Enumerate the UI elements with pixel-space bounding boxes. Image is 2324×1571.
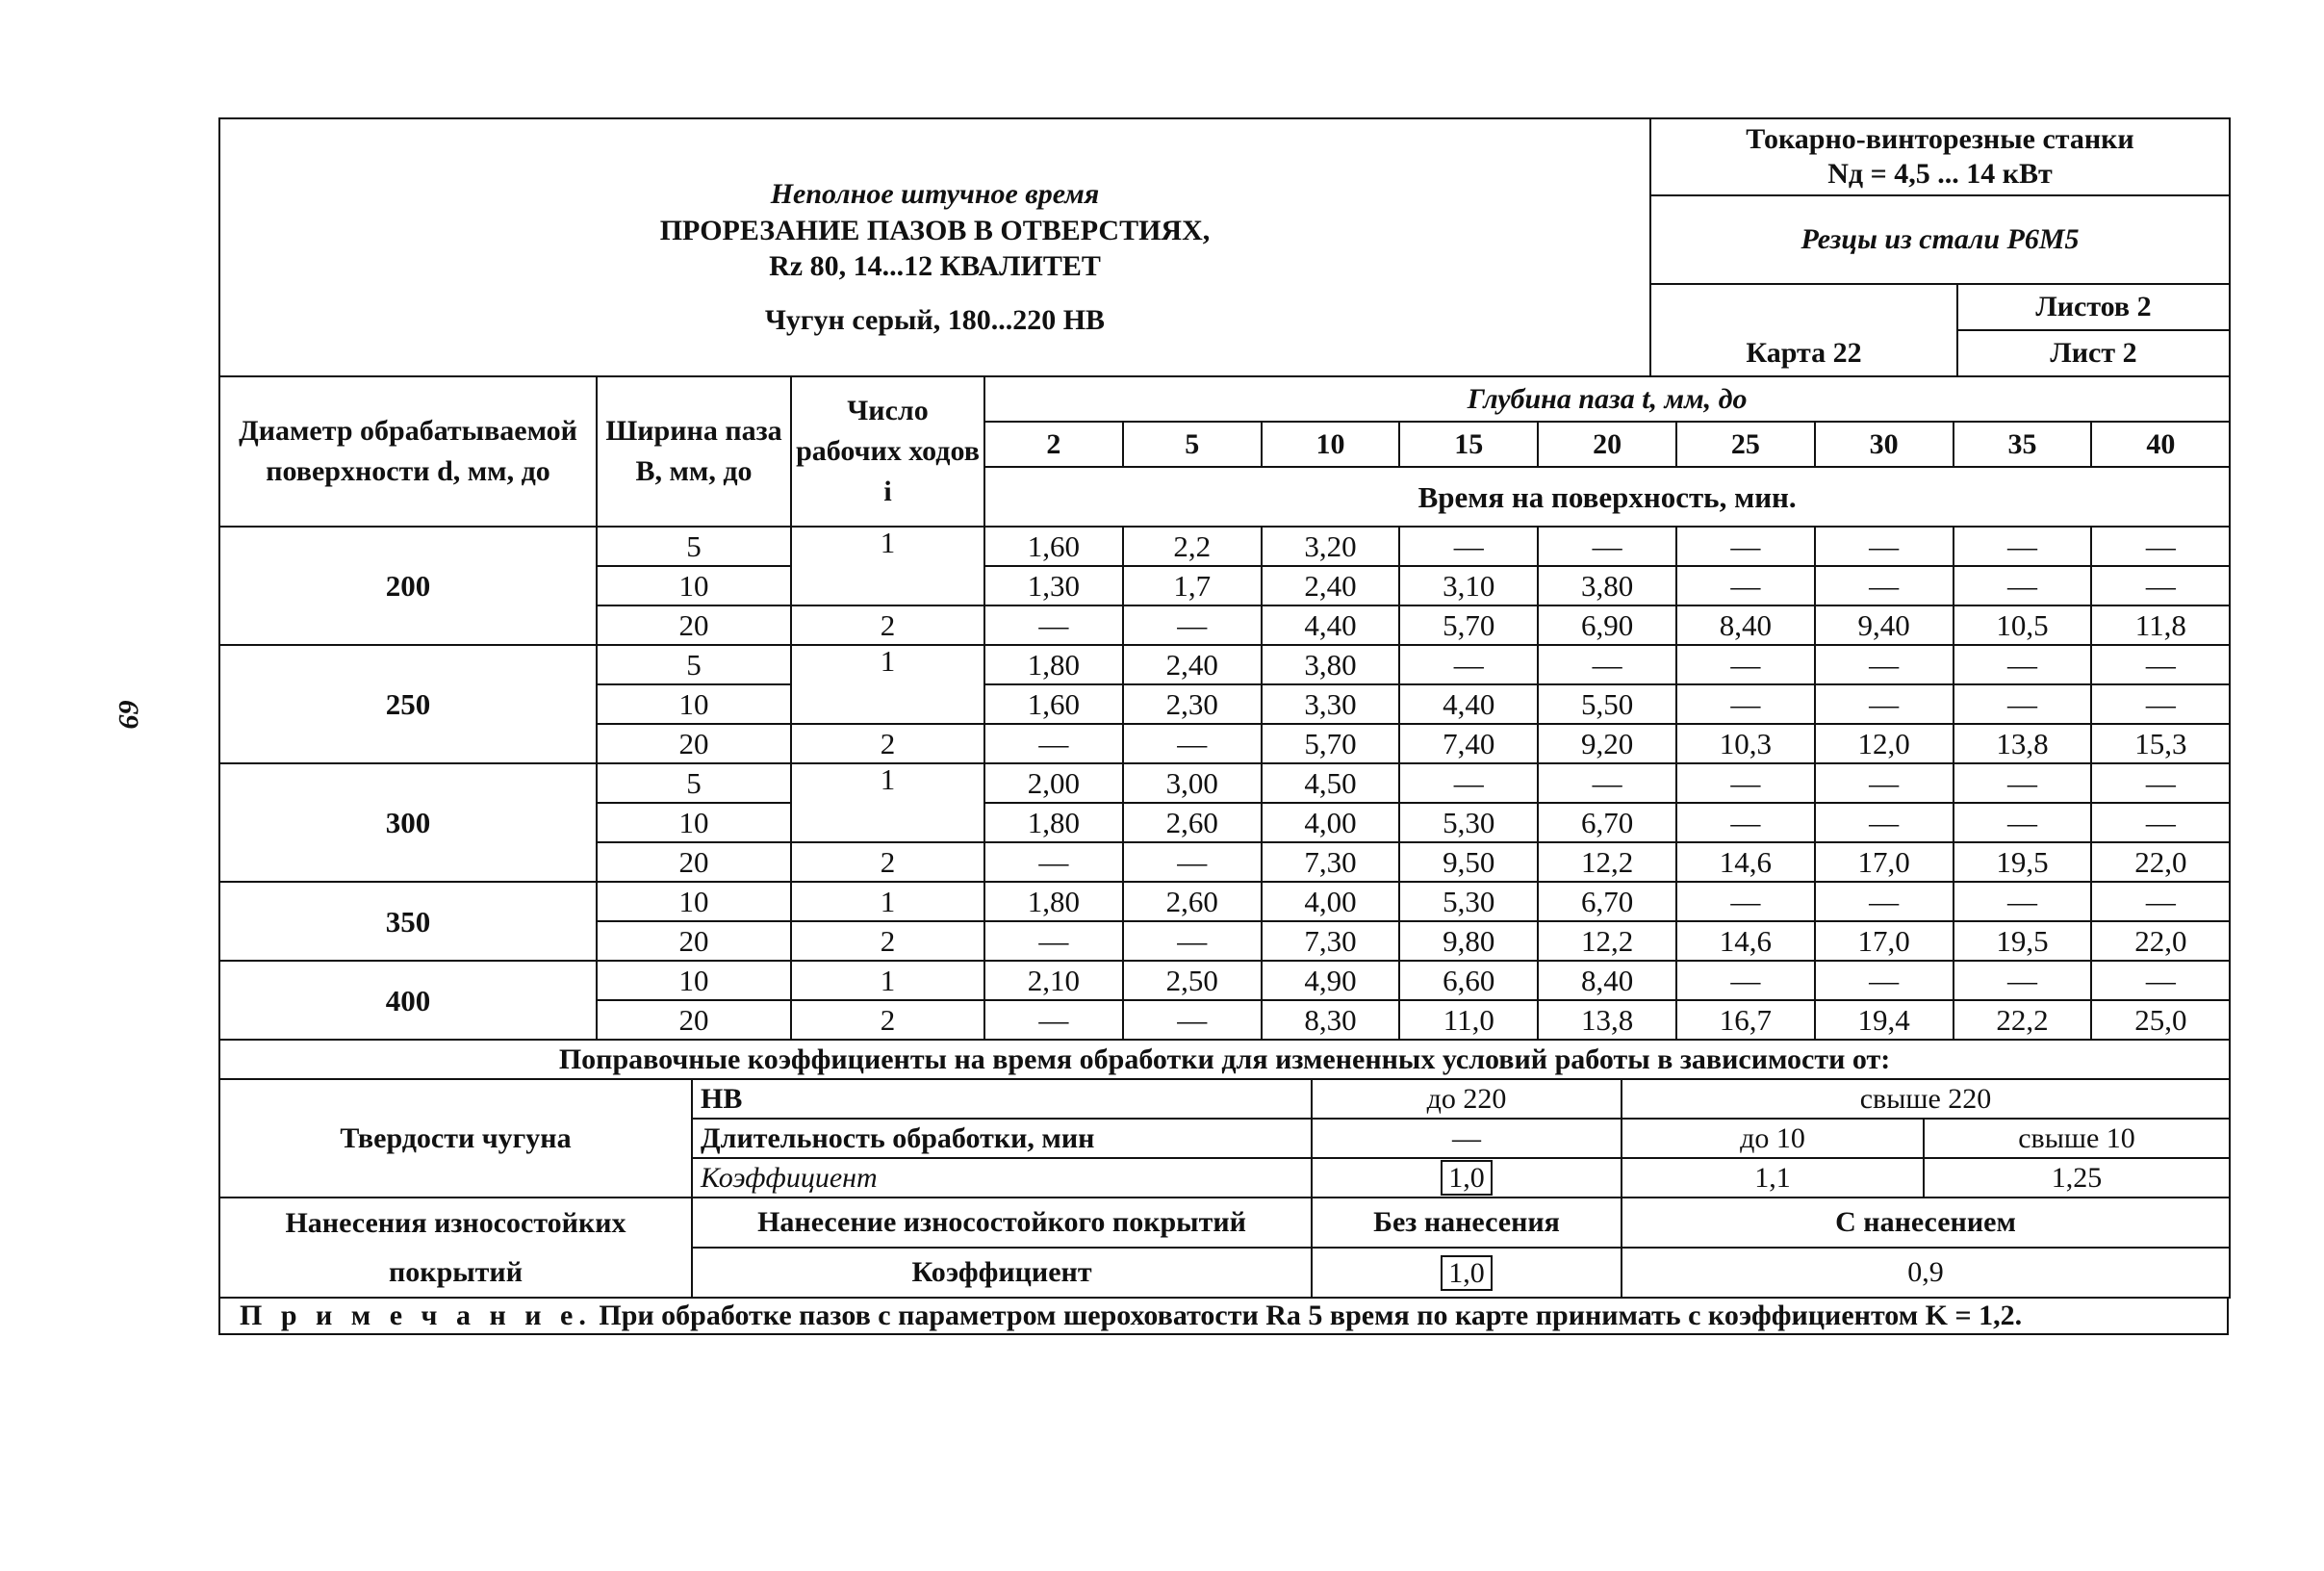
time-value-cell: — — [1538, 645, 1676, 684]
time-value-cell: — — [1123, 724, 1262, 763]
table-row — [219, 645, 2230, 684]
time-value-cell: 5,30 — [1399, 803, 1538, 842]
time-value-cell: 4,40 — [1399, 684, 1538, 724]
depth-header: 20 — [1538, 422, 1676, 467]
col-width: Ширина паза B, мм, до — [597, 376, 791, 527]
passes-cell: 2 — [791, 921, 984, 961]
time-table — [218, 375, 2231, 1041]
coating-with: С нанесением — [1622, 1198, 2230, 1248]
corrections-table — [218, 1039, 2231, 1299]
passes-cell: 2 — [791, 1000, 984, 1040]
depth-header: 35 — [1954, 422, 2092, 467]
duration-upto: до 10 — [1622, 1119, 1924, 1158]
time-value-cell: 5,70 — [1262, 724, 1400, 763]
hb-over: свыше 220 — [1622, 1079, 2230, 1119]
time-value-cell: 1,60 — [984, 684, 1123, 724]
time-value-cell: 4,50 — [1262, 763, 1400, 803]
note-text: При обработке пазов с параметром шероховатости Ra 5 время по карте принимать с коэффициентом K = 1,2. — [591, 1300, 2023, 1331]
time-value-cell: — — [1676, 961, 1815, 1000]
card-subtitle: Неполное штучное время — [770, 178, 1100, 210]
width-cell: 20 — [597, 921, 791, 961]
hardness-coef-1: 1,0 — [1441, 1160, 1493, 1196]
time-value-cell: — — [1123, 605, 1262, 645]
passes-cell: 1 — [791, 882, 984, 921]
time-value-cell: 6,70 — [1538, 882, 1676, 921]
time-value-cell: 19,4 — [1815, 1000, 1954, 1040]
hardness-coef-3: 1,25 — [1924, 1158, 2230, 1198]
time-value-cell: — — [984, 1000, 1123, 1040]
sheet-number: Лист 2 — [1957, 330, 2230, 376]
time-unit-label: Время на поверхность, мин. — [984, 467, 2230, 527]
hardness-coef-2: 1,1 — [1622, 1158, 1924, 1198]
width-cell: 20 — [597, 724, 791, 763]
depth-header: 5 — [1123, 422, 1262, 467]
time-value-cell: — — [1815, 684, 1954, 724]
machine-power: Nд = 4,5 ... 14 кВт — [1827, 158, 2053, 190]
time-value-cell: 3,10 — [1399, 566, 1538, 605]
width-cell: 10 — [597, 684, 791, 724]
time-value-cell: 6,60 — [1399, 961, 1538, 1000]
note-prefix: П р и м е ч а н и е. — [240, 1300, 592, 1331]
time-value-cell: 11,8 — [2091, 605, 2230, 645]
duration-label: Длительность обработки, мин — [692, 1119, 1312, 1158]
width-cell: 20 — [597, 605, 791, 645]
time-value-cell: 22,0 — [2091, 921, 2230, 961]
time-value-cell: — — [1815, 527, 1954, 566]
time-value-cell: 12,2 — [1538, 842, 1676, 882]
card-title-line1: ПРОРЕЗАНИЕ ПАЗОВ В ОТВЕРСТИЯХ, — [659, 214, 1211, 246]
time-value-cell: 19,5 — [1954, 921, 2092, 961]
duration-dash: — — [1312, 1119, 1622, 1158]
depth-header: 2 — [984, 422, 1123, 467]
time-value-cell: 13,8 — [1538, 1000, 1676, 1040]
time-value-cell: 1,30 — [984, 566, 1123, 605]
diameter-cell: 300 — [219, 763, 597, 882]
diameter-cell: 400 — [219, 961, 597, 1040]
time-value-cell: 12,2 — [1538, 921, 1676, 961]
passes-cell: 1 — [791, 645, 984, 724]
time-value-cell: 3,00 — [1123, 763, 1262, 803]
time-value-cell: — — [1954, 882, 2092, 921]
time-value-cell: 7,30 — [1262, 921, 1400, 961]
time-value-cell: 14,6 — [1676, 842, 1815, 882]
col-depth-group: Глубина паза t, мм, до — [984, 376, 2230, 422]
card-title-block — [219, 118, 1650, 376]
width-cell: 5 — [597, 527, 791, 566]
width-cell: 5 — [597, 763, 791, 803]
depth-header: 15 — [1399, 422, 1538, 467]
time-value-cell: 8,30 — [1262, 1000, 1400, 1040]
machine-type: Токарно-винторезные станки — [1746, 123, 2134, 155]
time-value-cell: 1,80 — [984, 882, 1123, 921]
table-row — [219, 527, 2230, 566]
time-value-cell: — — [1123, 842, 1262, 882]
material-spec: Чугун серый, 180...220 HB — [764, 303, 1106, 336]
time-value-cell: — — [1676, 684, 1815, 724]
coating-param-label: Нанесение износостойкого покрытий — [692, 1198, 1312, 1248]
time-value-cell: — — [1676, 882, 1815, 921]
time-value-cell: — — [1954, 645, 2092, 684]
card-number: Карта 22 — [1650, 284, 1957, 376]
coating-coef-without-cell — [1312, 1248, 1622, 1298]
time-value-cell: 25,0 — [2091, 1000, 2230, 1040]
passes-cell: 2 — [791, 605, 984, 645]
time-value-cell: 2,40 — [1123, 645, 1262, 684]
time-value-cell: — — [1676, 645, 1815, 684]
coating-coef-without: 1,0 — [1441, 1255, 1493, 1291]
time-value-cell: — — [1676, 763, 1815, 803]
hb-label: HB — [692, 1079, 1312, 1119]
time-value-cell: — — [2091, 961, 2230, 1000]
time-value-cell: — — [1954, 803, 2092, 842]
table-body — [219, 527, 2230, 1040]
time-value-cell: — — [1123, 1000, 1262, 1040]
time-value-cell: 7,30 — [1262, 842, 1400, 882]
time-value-cell: — — [2091, 645, 2230, 684]
passes-cell: 1 — [791, 527, 984, 605]
time-value-cell: 1,80 — [984, 645, 1123, 684]
tool-spec: Резцы из стали Р6М5 — [1650, 195, 2230, 284]
time-value-cell: 17,0 — [1815, 842, 1954, 882]
time-value-cell: 3,80 — [1538, 566, 1676, 605]
time-value-cell: 14,6 — [1676, 921, 1815, 961]
time-value-cell: 9,40 — [1815, 605, 1954, 645]
page-number: 69 — [113, 700, 144, 729]
time-value-cell: 10,3 — [1676, 724, 1815, 763]
hardness-coef-label: Коэффициент — [692, 1158, 1312, 1198]
time-value-cell: — — [984, 842, 1123, 882]
note-table — [218, 1297, 2229, 1335]
time-value-cell: 2,60 — [1123, 882, 1262, 921]
time-value-cell: — — [1538, 527, 1676, 566]
time-value-cell: — — [2091, 684, 2230, 724]
time-value-cell: 6,70 — [1538, 803, 1676, 842]
time-value-cell: 19,5 — [1954, 842, 2092, 882]
time-value-cell: — — [1815, 882, 1954, 921]
time-value-cell: 3,20 — [1262, 527, 1400, 566]
hb-upto: до 220 — [1312, 1079, 1622, 1119]
coating-label: Нанесения износостойких покрытий — [219, 1198, 692, 1298]
time-value-cell: 11,0 — [1399, 1000, 1538, 1040]
col-diameter: Диаметр обрабатываемой поверхности d, мм, до — [219, 376, 597, 527]
time-value-cell: 6,90 — [1538, 605, 1676, 645]
time-value-cell: — — [1399, 527, 1538, 566]
passes-cell: 2 — [791, 724, 984, 763]
time-value-cell: 2,2 — [1123, 527, 1262, 566]
time-value-cell: — — [984, 605, 1123, 645]
diameter-cell: 200 — [219, 527, 597, 645]
time-value-cell: — — [1676, 527, 1815, 566]
corrections-title: Поправочные коэффициенты на время обработки для измененных условий работы в зависимости от: — [219, 1040, 2230, 1079]
depth-header: 10 — [1262, 422, 1400, 467]
width-cell: 20 — [597, 1000, 791, 1040]
time-value-cell: — — [1815, 763, 1954, 803]
width-cell: 10 — [597, 961, 791, 1000]
time-value-cell: 1,80 — [984, 803, 1123, 842]
time-value-cell: — — [1815, 961, 1954, 1000]
table-row — [219, 882, 2230, 921]
time-value-cell: 3,80 — [1262, 645, 1400, 684]
time-value-cell: — — [1815, 803, 1954, 842]
time-value-cell: 2,10 — [984, 961, 1123, 1000]
passes-cell: 2 — [791, 842, 984, 882]
time-value-cell: — — [2091, 803, 2230, 842]
time-value-cell: 9,20 — [1538, 724, 1676, 763]
time-value-cell: — — [1954, 566, 2092, 605]
time-value-cell: 13,8 — [1954, 724, 2092, 763]
time-value-cell: 12,0 — [1815, 724, 1954, 763]
width-cell: 10 — [597, 882, 791, 921]
col-passes: Число рабочих ходов i — [791, 376, 984, 527]
time-value-cell: 4,40 — [1262, 605, 1400, 645]
time-value-cell: 1,7 — [1123, 566, 1262, 605]
diameter-cell: 250 — [219, 645, 597, 763]
hardness-label: Твердости чугуна — [219, 1079, 692, 1198]
passes-cell: 1 — [791, 961, 984, 1000]
time-value-cell: 4,00 — [1262, 882, 1400, 921]
width-cell: 5 — [597, 645, 791, 684]
table-row — [219, 763, 2230, 803]
card-title-line2: Rz 80, 14...12 КВАЛИТЕТ — [769, 250, 1101, 282]
time-value-cell: 9,50 — [1399, 842, 1538, 882]
time-value-cell: 22,0 — [2091, 842, 2230, 882]
time-value-cell: — — [1815, 566, 1954, 605]
diameter-cell: 350 — [219, 882, 597, 961]
time-value-cell: 2,00 — [984, 763, 1123, 803]
time-value-cell: 16,7 — [1676, 1000, 1815, 1040]
time-value-cell: 8,40 — [1538, 961, 1676, 1000]
coating-without: Без нанесения — [1312, 1198, 1622, 1248]
time-value-cell: 22,2 — [1954, 1000, 2092, 1040]
time-value-cell: 4,00 — [1262, 803, 1400, 842]
time-value-cell: — — [2091, 763, 2230, 803]
time-value-cell: 2,30 — [1123, 684, 1262, 724]
time-value-cell: — — [1954, 527, 2092, 566]
time-value-cell: — — [984, 724, 1123, 763]
hardness-coef-1-cell — [1312, 1158, 1622, 1198]
time-value-cell: 3,30 — [1262, 684, 1400, 724]
time-value-cell: — — [1123, 921, 1262, 961]
time-value-cell: 2,60 — [1123, 803, 1262, 842]
card-header — [218, 117, 2231, 377]
depth-header: 25 — [1676, 422, 1815, 467]
time-value-cell: — — [1399, 763, 1538, 803]
time-value-cell: — — [1676, 566, 1815, 605]
time-value-cell: — — [984, 921, 1123, 961]
time-value-cell: 7,40 — [1399, 724, 1538, 763]
time-value-cell: 2,50 — [1123, 961, 1262, 1000]
time-value-cell: 17,0 — [1815, 921, 1954, 961]
time-value-cell: — — [1954, 961, 2092, 1000]
time-value-cell: 5,50 — [1538, 684, 1676, 724]
time-value-cell: 5,30 — [1399, 882, 1538, 921]
coating-coef-with: 0,9 — [1622, 1248, 2230, 1298]
time-value-cell: — — [2091, 566, 2230, 605]
time-value-cell: 8,40 — [1676, 605, 1815, 645]
time-value-cell: — — [1954, 763, 2092, 803]
time-value-cell: — — [2091, 527, 2230, 566]
time-value-cell: — — [1954, 684, 2092, 724]
note — [219, 1298, 2228, 1334]
time-value-cell: 4,90 — [1262, 961, 1400, 1000]
time-value-cell: 2,40 — [1262, 566, 1400, 605]
time-value-cell: — — [1399, 645, 1538, 684]
time-value-cell: 5,70 — [1399, 605, 1538, 645]
time-value-cell: — — [1676, 803, 1815, 842]
sheets-total: Листов 2 — [1957, 284, 2230, 330]
time-value-cell: 9,80 — [1399, 921, 1538, 961]
table-row — [219, 961, 2230, 1000]
width-cell: 20 — [597, 842, 791, 882]
time-value-cell: 15,3 — [2091, 724, 2230, 763]
time-value-cell: 10,5 — [1954, 605, 2092, 645]
normative-card — [218, 117, 2229, 1352]
coating-coef-label: Коэффициент — [692, 1248, 1312, 1298]
machine-cell — [1650, 118, 2230, 195]
time-value-cell: — — [2091, 882, 2230, 921]
time-value-cell: 1,60 — [984, 527, 1123, 566]
width-cell: 10 — [597, 803, 791, 842]
passes-cell: 1 — [791, 763, 984, 842]
time-value-cell: — — [1538, 763, 1676, 803]
depth-header: 30 — [1815, 422, 1954, 467]
duration-over: свыше 10 — [1924, 1119, 2230, 1158]
depth-header: 40 — [2091, 422, 2230, 467]
width-cell: 10 — [597, 566, 791, 605]
time-value-cell: — — [1815, 645, 1954, 684]
